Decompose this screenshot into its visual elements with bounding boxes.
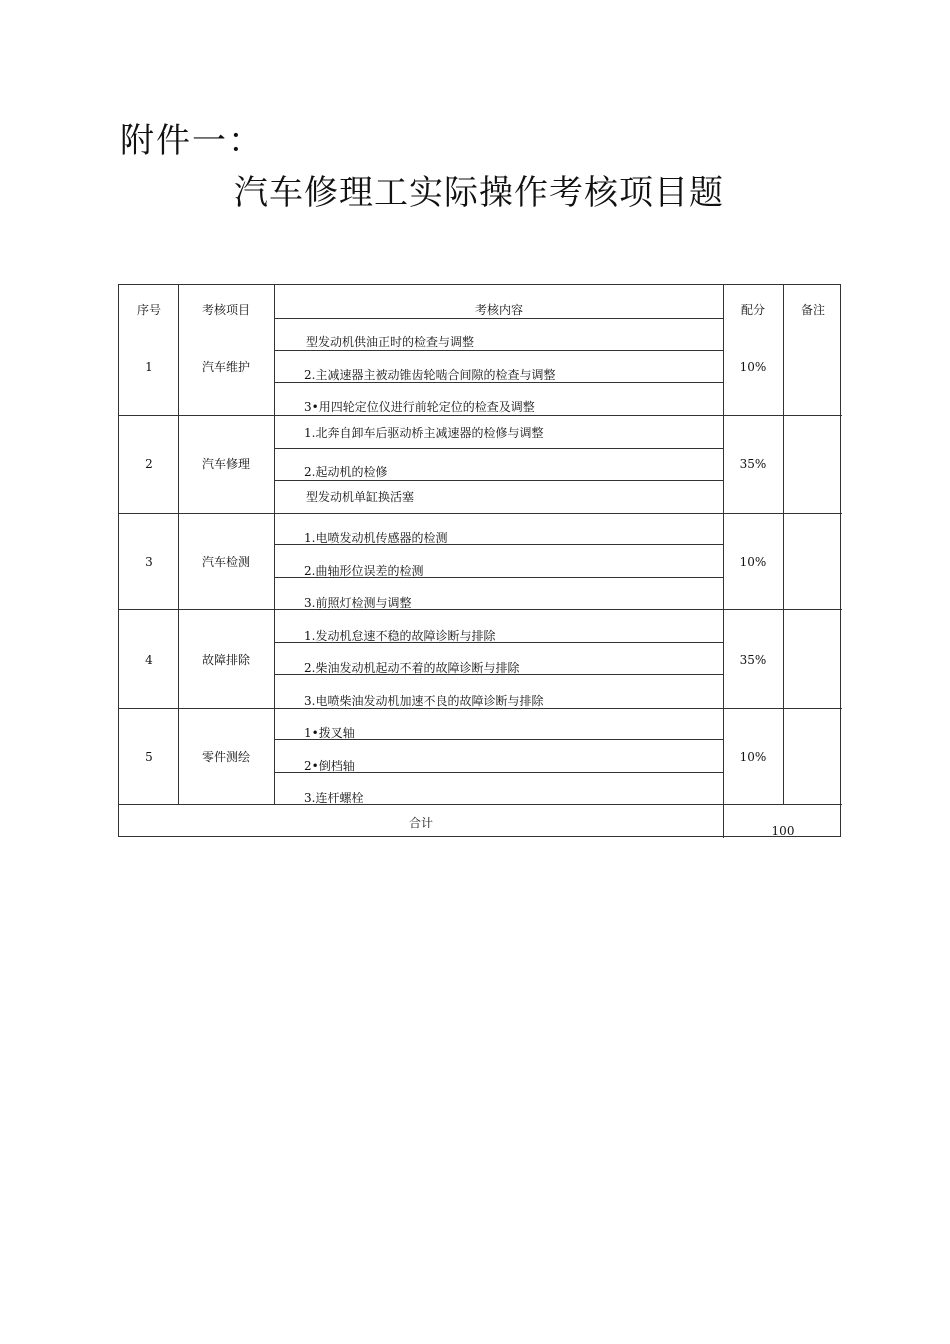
header-remark: 备注	[800, 303, 826, 317]
row-seq: 2	[145, 457, 153, 471]
row-score: 35%	[739, 457, 767, 471]
row-content: 3•用四轮定位仪进行前轮定位的检查及调整	[304, 400, 535, 414]
row-content: 3.电喷柴油发动机加速不良的故障诊断与排除	[304, 694, 544, 708]
row-item: 汽车修理	[201, 457, 251, 471]
row-seq: 4	[145, 653, 153, 667]
header-item: 考核项目	[201, 303, 251, 317]
row-item: 汽车维护	[201, 360, 251, 374]
row-content: 3.前照灯检测与调整	[304, 596, 412, 610]
exam-table	[118, 284, 841, 837]
row-score: 10%	[739, 360, 767, 374]
row-item: 故障排除	[201, 653, 251, 667]
row-seq: 1	[145, 360, 153, 374]
row-divider	[119, 513, 842, 514]
row-divider	[119, 708, 842, 709]
col-divider	[723, 285, 724, 838]
row-content: 2.曲轴形位误差的检测	[304, 564, 424, 578]
page-title: 汽车修理工实际操作考核项目题	[234, 173, 724, 213]
row-score: 35%	[739, 653, 767, 667]
content-divider	[274, 350, 723, 351]
row-seq: 5	[145, 750, 153, 764]
col-divider	[783, 285, 784, 804]
row-seq: 3	[145, 555, 153, 569]
content-divider	[274, 448, 723, 449]
row-content: 型发动机供油正时的检查与调整	[306, 335, 475, 349]
header-content: 考核内容	[474, 303, 524, 317]
row-item: 零件测绘	[201, 750, 251, 764]
col-divider	[178, 285, 179, 804]
row-content: 2•倒档轴	[304, 759, 355, 773]
row-content: 1.电喷发动机传感器的检测	[304, 531, 448, 545]
row-content: 1.发动机怠速不稳的故障诊断与排除	[304, 629, 496, 643]
content-divider	[274, 318, 723, 319]
row-content: 1.北奔自卸车后驱动桥主减速器的检修与调整	[304, 426, 544, 440]
row-content: 1•拨叉轴	[304, 726, 355, 740]
total-value: 100	[771, 824, 795, 838]
row-item: 汽车检测	[201, 555, 251, 569]
row-content: 2.起动机的检修	[304, 465, 388, 479]
content-divider	[274, 382, 723, 383]
row-content: 3.连杆螺栓	[304, 791, 364, 805]
row-divider	[119, 415, 842, 416]
content-divider	[274, 480, 723, 481]
header-seq: 序号	[136, 303, 162, 317]
row-content: 2.主减速器主被动锥齿轮啮合间隙的检查与调整	[304, 368, 556, 382]
attachment-label: 附件一：	[120, 121, 264, 161]
header-score: 配分	[740, 303, 766, 317]
total-label: 合计	[408, 816, 434, 830]
row-divider	[119, 609, 842, 610]
row-content: 型发动机单缸换活塞	[306, 490, 415, 504]
row-score: 10%	[739, 750, 767, 764]
row-score: 10%	[739, 555, 767, 569]
row-content: 2.柴油发动机起动不着的故障诊断与排除	[304, 661, 520, 675]
row-divider	[119, 804, 842, 805]
